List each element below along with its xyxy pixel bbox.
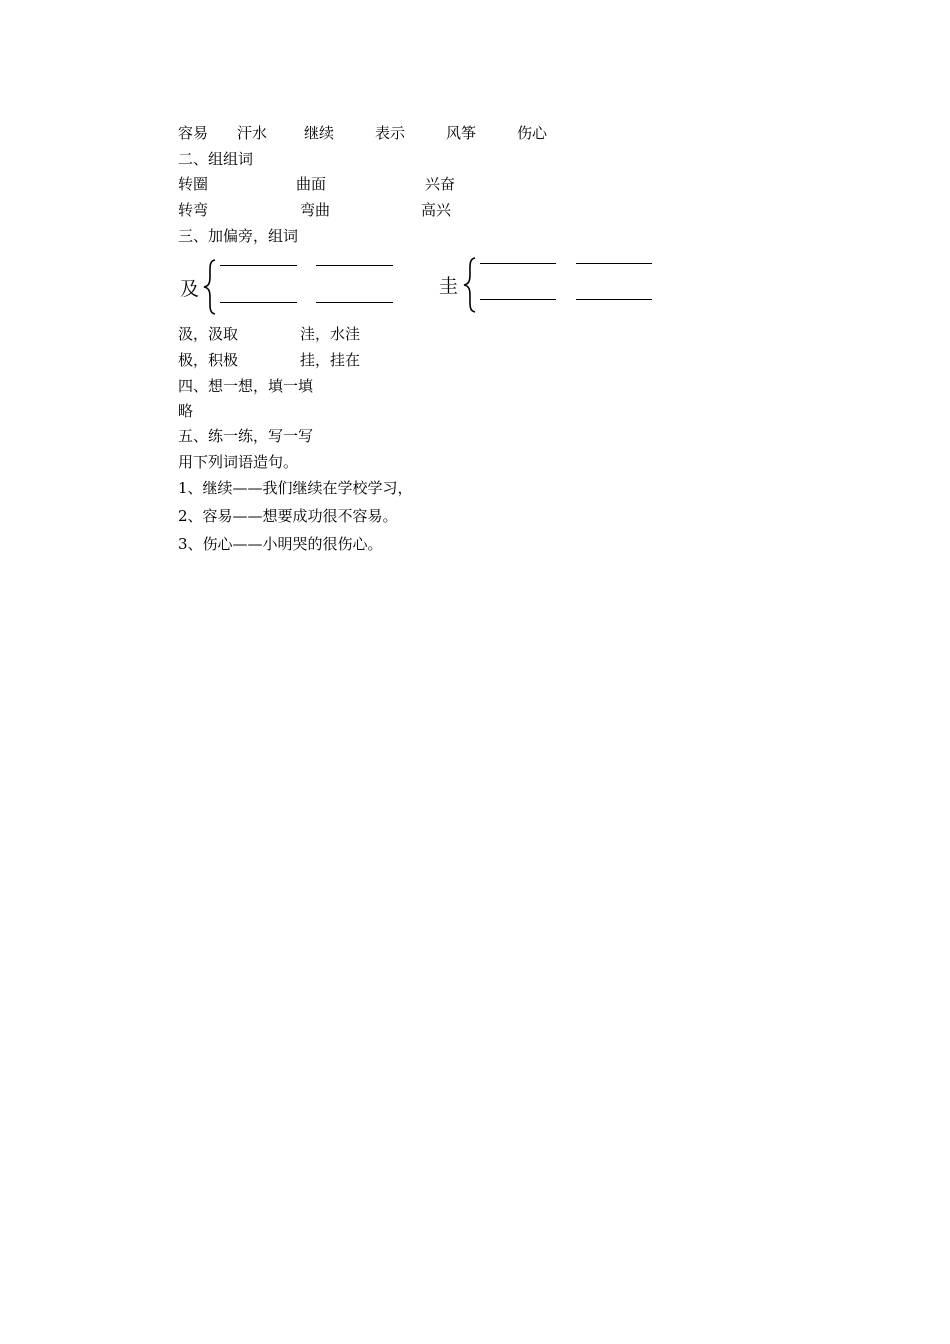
word-item: 高兴 — [421, 201, 452, 219]
word-item: 转圈 — [178, 175, 209, 193]
word-item: 挂，挂在 — [300, 351, 361, 369]
sentence-item: 2、容易——想要成功很不容易。 — [178, 507, 398, 525]
fill-blank-line[interactable] — [480, 263, 556, 264]
fill-blank-line[interactable] — [576, 299, 652, 300]
word-item: 继续 — [304, 124, 335, 142]
sentence-item: 3、伤心——小明哭的很伤心。 — [178, 535, 383, 553]
section2-heading: 二、组组词 — [178, 150, 254, 168]
word-item: 汲，汲取 — [178, 325, 239, 343]
sentence-item: 1、继续——我们继续在学校学习， — [178, 479, 413, 497]
section5-heading: 五、练一练，写一写 — [178, 427, 314, 445]
word-item: 洼，水洼 — [300, 325, 361, 343]
word-item: 转弯 — [178, 201, 209, 219]
fill-blank-line[interactable] — [220, 302, 297, 303]
section5-instruction: 用下列词语造句。 — [178, 453, 299, 471]
fill-blank-line[interactable] — [220, 265, 297, 266]
word-item: 曲面 — [296, 175, 327, 193]
word-item: 风筝 — [446, 124, 477, 142]
section4-answer: 略 — [178, 402, 194, 420]
word-item: 极，积极 — [178, 351, 239, 369]
base-character: 及 — [180, 278, 200, 300]
left-brace-icon — [462, 256, 478, 314]
left-brace-icon — [202, 258, 218, 316]
base-character: 圭 — [439, 275, 459, 297]
word-item: 容易 — [178, 124, 209, 142]
word-item: 伤心 — [517, 124, 548, 142]
fill-blank-line[interactable] — [316, 265, 393, 266]
word-item: 兴奋 — [425, 175, 456, 193]
fill-blank-line[interactable] — [576, 263, 652, 264]
section3-heading: 三、加偏旁，组词 — [178, 227, 299, 245]
fill-blank-line[interactable] — [316, 302, 393, 303]
section4-heading: 四、想一想，填一填 — [178, 377, 314, 395]
word-item: 汗水 — [237, 124, 268, 142]
fill-blank-line[interactable] — [480, 299, 556, 300]
word-item: 弯曲 — [300, 201, 331, 219]
word-item: 表示 — [375, 124, 406, 142]
